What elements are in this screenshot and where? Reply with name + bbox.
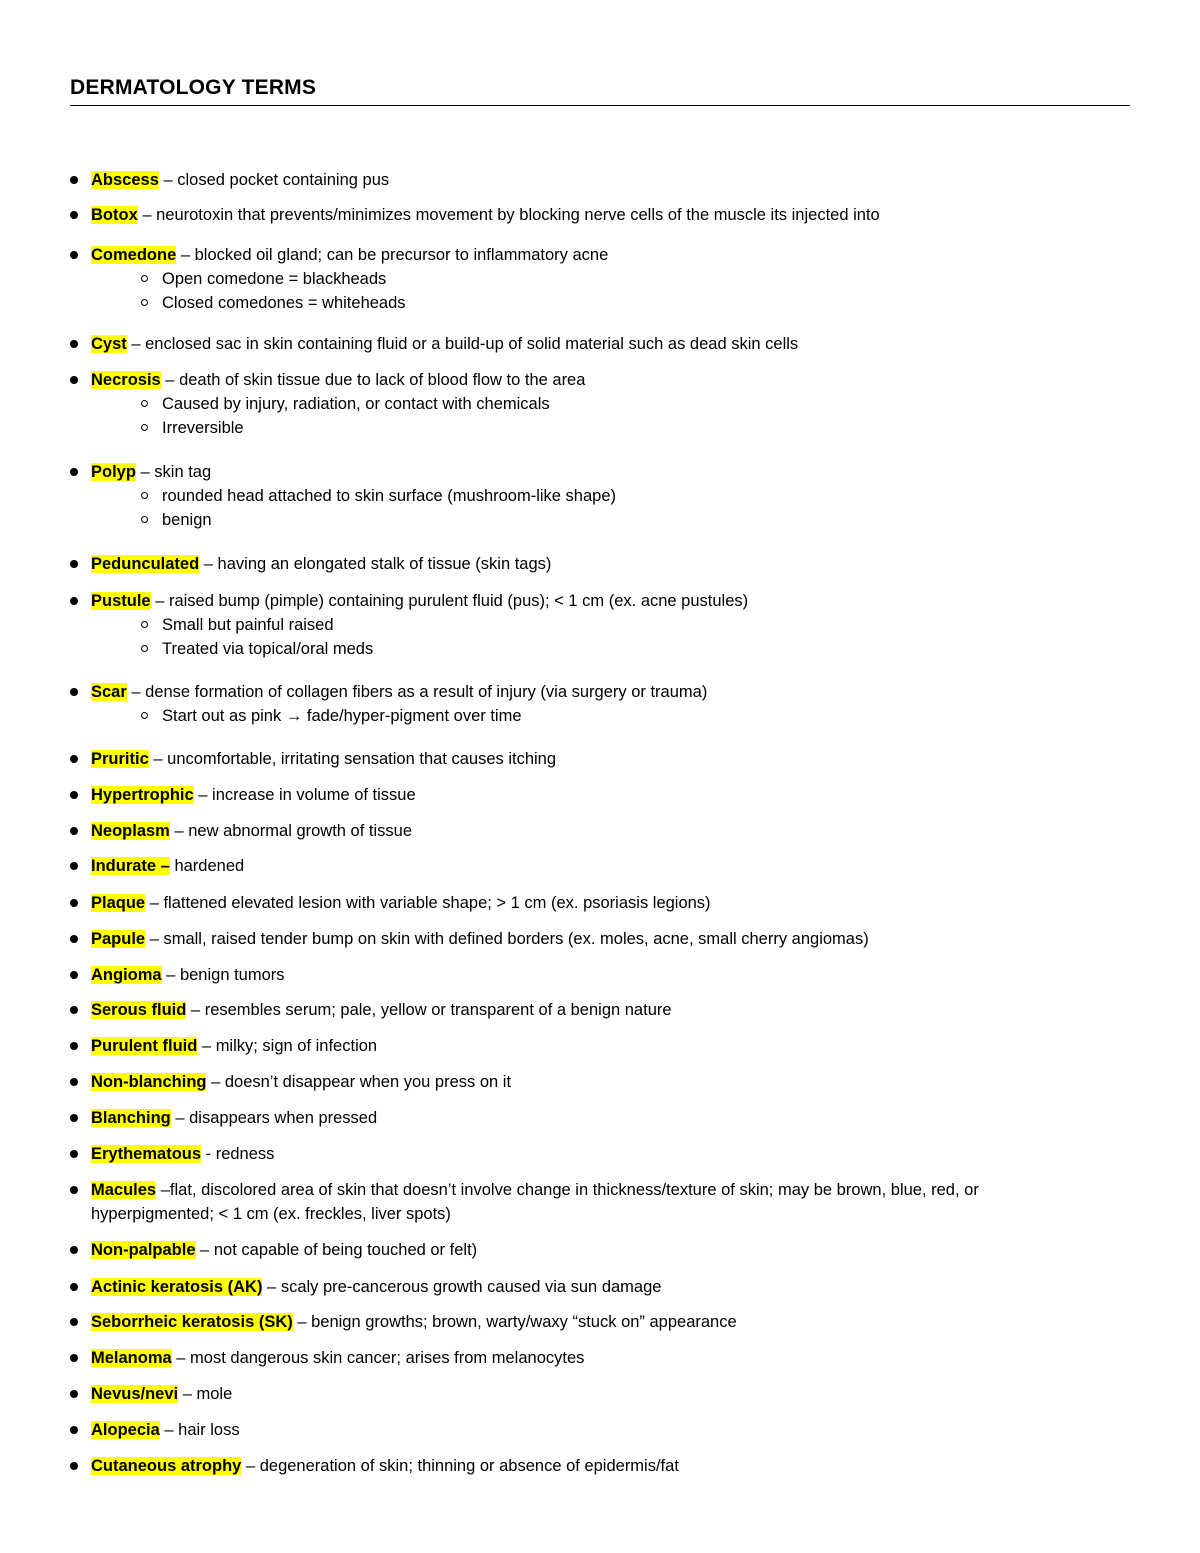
term-label: Pruritic bbox=[91, 750, 149, 768]
bullet-icon bbox=[70, 1246, 78, 1254]
bullet-icon bbox=[70, 1426, 78, 1434]
term-label: Purulent fluid bbox=[91, 1037, 198, 1055]
term-line bbox=[91, 1239, 477, 1261]
term-definition: mole bbox=[196, 1385, 233, 1403]
term-line bbox=[91, 1455, 679, 1477]
term-definition: neurotoxin that prevents/minimizes movement by blocking nerve cells of the muscle its injected into bbox=[156, 206, 880, 224]
term-label: Alopecia bbox=[91, 1421, 160, 1439]
bullet-icon bbox=[70, 211, 78, 219]
term-separator: – bbox=[145, 930, 164, 948]
term-label: Abscess bbox=[91, 171, 159, 189]
term-definition: flattened elevated lesion with variable shape; > 1 cm (ex. psoriasis legions) bbox=[163, 894, 711, 912]
sub-point: benign bbox=[162, 511, 212, 529]
bullet-icon bbox=[70, 791, 78, 799]
bullet-icon bbox=[70, 560, 78, 568]
sub-bullet-icon bbox=[141, 424, 148, 431]
term-line bbox=[91, 169, 389, 191]
sub-point: Caused by injury, radiation, or contact with chemicals bbox=[162, 395, 550, 413]
term-separator: – bbox=[170, 1109, 190, 1127]
term-definition: hardened bbox=[174, 857, 245, 875]
term-definition: skin tag bbox=[154, 463, 212, 481]
term-label: Serous fluid bbox=[91, 1001, 187, 1019]
term-definition: raised bump (pimple) containing purulent fluid (pus); < 1 cm (ex. acne pustules) bbox=[168, 592, 749, 610]
bullet-icon bbox=[70, 935, 78, 943]
term-separator: – bbox=[193, 786, 213, 804]
term-separator: – bbox=[145, 894, 164, 912]
sub-bullet-icon bbox=[141, 400, 148, 407]
term-line bbox=[91, 964, 285, 986]
term-line bbox=[91, 1071, 511, 1093]
bullet-icon bbox=[70, 468, 78, 476]
term-line bbox=[91, 461, 211, 483]
bullet-icon bbox=[70, 1006, 78, 1014]
term-label: Polyp bbox=[91, 463, 136, 481]
term-line bbox=[91, 1035, 377, 1057]
bullet-icon bbox=[70, 899, 78, 907]
term-definition: hair loss bbox=[178, 1421, 240, 1439]
sub-point: Treated via topical/oral meds bbox=[162, 640, 374, 658]
bullet-icon bbox=[70, 340, 78, 348]
term-line bbox=[91, 553, 551, 575]
term-line bbox=[91, 1179, 979, 1201]
term-definition: redness bbox=[215, 1145, 275, 1163]
term-label: Pustule bbox=[91, 592, 151, 610]
sub-bullet-icon bbox=[141, 516, 148, 523]
bullet-icon bbox=[70, 1186, 78, 1194]
term-definition: blocked oil gland; can be precursor to inflammatory acne bbox=[194, 246, 609, 264]
term-separator: – bbox=[195, 1241, 214, 1259]
term-separator: – bbox=[206, 1073, 225, 1091]
term-separator: – bbox=[148, 750, 168, 768]
term-label: Papule bbox=[91, 930, 146, 948]
term-definition: dense formation of collagen fibers as a result of injury (via surgery or trauma) bbox=[145, 683, 708, 701]
term-definition: flat, discolored area of skin that doesn’t involve change in thickness/texture of skin; may be brown, blue, red, or bbox=[169, 1181, 979, 1199]
term-label: Seborrheic keratosis (SK) bbox=[91, 1313, 293, 1331]
term-label: Comedone bbox=[91, 246, 177, 264]
bullet-icon bbox=[70, 1078, 78, 1086]
term-line bbox=[91, 784, 416, 806]
term-definition: doesn’t disappear when you press on it bbox=[224, 1073, 512, 1091]
sub-point: Open comedone = blackheads bbox=[162, 270, 387, 288]
term-label: Scar bbox=[91, 683, 127, 701]
term-label: Angioma bbox=[91, 966, 162, 984]
bullet-icon bbox=[70, 827, 78, 835]
term-label: Plaque bbox=[91, 894, 146, 912]
term-label: Pedunculated bbox=[91, 555, 200, 573]
bullet-icon bbox=[70, 176, 78, 184]
term-label: Cutaneous atrophy bbox=[91, 1457, 242, 1475]
sub-point: Small but painful raised bbox=[162, 616, 334, 634]
term-separator: – bbox=[199, 555, 218, 573]
bullet-icon bbox=[70, 1318, 78, 1326]
term-line bbox=[91, 1383, 232, 1405]
term-label: Erythematous bbox=[91, 1145, 202, 1163]
term-definition: uncomfortable, irritating sensation that causes itching bbox=[167, 750, 557, 768]
term-line bbox=[91, 1347, 584, 1369]
term-separator: – bbox=[176, 246, 195, 264]
term-separator: – bbox=[186, 1001, 205, 1019]
term-separator: – bbox=[197, 1037, 216, 1055]
term-definition: closed pocket containing pus bbox=[177, 171, 390, 189]
term-label: Non-palpable bbox=[91, 1241, 196, 1259]
term-definition: benign growths; brown, warty/waxy “stuck on” appearance bbox=[311, 1313, 737, 1331]
bullet-icon bbox=[70, 971, 78, 979]
term-definition: new abnormal growth of tissue bbox=[188, 822, 412, 840]
term-definition: degeneration of skin; thinning or absence of epidermis/fat bbox=[259, 1457, 679, 1475]
bullet-icon bbox=[70, 1114, 78, 1122]
term-separator: - bbox=[201, 1145, 216, 1163]
term-line bbox=[91, 999, 672, 1021]
term-label: Hypertrophic bbox=[91, 786, 194, 804]
term-separator: – bbox=[178, 1385, 197, 1403]
bullet-icon bbox=[70, 1150, 78, 1158]
bullet-icon bbox=[70, 597, 78, 605]
term-separator: – bbox=[126, 683, 146, 701]
term-separator: – bbox=[171, 1349, 191, 1367]
term-label: Botox bbox=[91, 206, 138, 224]
term-separator: – bbox=[161, 966, 180, 984]
term-line bbox=[91, 333, 798, 355]
term-line bbox=[91, 892, 711, 914]
term-line bbox=[91, 1311, 737, 1333]
term-line bbox=[91, 369, 585, 391]
term-separator: – bbox=[158, 171, 178, 189]
term-definition: milky; sign of infection bbox=[215, 1037, 378, 1055]
term-line bbox=[91, 748, 556, 770]
bullet-icon bbox=[70, 1390, 78, 1398]
term-label: Melanoma bbox=[91, 1349, 172, 1367]
term-line bbox=[91, 1143, 274, 1165]
bullet-icon bbox=[70, 755, 78, 763]
sub-point: Irreversible bbox=[162, 419, 244, 437]
term-separator: – bbox=[150, 592, 169, 610]
term-definition: resembles serum; pale, yellow or transparent of a benign nature bbox=[204, 1001, 672, 1019]
term-label: Nevus/nevi bbox=[91, 1385, 179, 1403]
term-separator: – bbox=[241, 1457, 260, 1475]
bullet-icon bbox=[70, 1354, 78, 1362]
sub-bullet-icon bbox=[141, 645, 148, 652]
term-definition: not capable of being touched or felt) bbox=[213, 1241, 478, 1259]
sub-bullet-icon bbox=[141, 299, 148, 306]
term-definition-continued: hyperpigmented; < 1 cm (ex. freckles, liver spots) bbox=[91, 1205, 451, 1223]
term-line bbox=[91, 1276, 661, 1298]
term-separator: – bbox=[137, 206, 157, 224]
term-definition: increase in volume of tissue bbox=[212, 786, 416, 804]
term-separator: – bbox=[126, 335, 146, 353]
term-line bbox=[91, 204, 880, 226]
term-separator: – bbox=[135, 463, 155, 481]
term-label: Cyst bbox=[91, 335, 127, 353]
sub-point: Closed comedones = whiteheads bbox=[162, 294, 406, 312]
term-line bbox=[91, 590, 748, 612]
bullet-icon bbox=[70, 1042, 78, 1050]
bullet-icon bbox=[70, 862, 78, 870]
term-line bbox=[91, 1107, 377, 1129]
sub-bullet-icon bbox=[141, 712, 148, 719]
term-definition: disappears when pressed bbox=[189, 1109, 378, 1127]
term-separator: – bbox=[159, 1421, 179, 1439]
bullet-icon bbox=[70, 1462, 78, 1470]
sub-bullet-icon bbox=[141, 492, 148, 499]
sub-point: rounded head attached to skin surface (mushroom-like shape) bbox=[162, 487, 616, 505]
term-label: Indurate – bbox=[91, 857, 170, 875]
term-separator: – bbox=[292, 1313, 312, 1331]
term-line bbox=[91, 1419, 240, 1441]
term-separator: – bbox=[262, 1278, 281, 1296]
sub-bullet-icon bbox=[141, 621, 148, 628]
term-line bbox=[91, 681, 707, 703]
term-separator: – bbox=[156, 1181, 170, 1199]
term-line bbox=[91, 928, 869, 950]
term-line bbox=[91, 820, 412, 842]
sub-bullet-icon bbox=[141, 275, 148, 282]
term-definition: enclosed sac in skin containing fluid or a build-up of solid material such as dead skin cells bbox=[145, 335, 799, 353]
sub-point: Start out as pink → fade/hyper-pigment over time bbox=[162, 707, 522, 725]
page-title: DERMATOLOGY TERMS bbox=[70, 76, 317, 99]
term-definition: benign tumors bbox=[179, 966, 285, 984]
term-label: Neoplasm bbox=[91, 822, 170, 840]
bullet-icon bbox=[70, 376, 78, 384]
term-label: Macules bbox=[91, 1181, 157, 1199]
term-label: Blanching bbox=[91, 1109, 171, 1127]
term-definition: scaly pre-cancerous growth caused via sun damage bbox=[280, 1278, 662, 1296]
term-definition: having an elongated stalk of tissue (skin tags) bbox=[217, 555, 552, 573]
term-definition: most dangerous skin cancer; arises from melanocytes bbox=[190, 1349, 585, 1367]
term-separator: – bbox=[169, 822, 189, 840]
term-label: Actinic keratosis (AK) bbox=[91, 1278, 263, 1296]
term-definition: death of skin tissue due to lack of blood flow to the area bbox=[179, 371, 586, 389]
bullet-icon bbox=[70, 251, 78, 259]
term-definition: small, raised tender bump on skin with defined borders (ex. moles, acne, small cherry angiomas) bbox=[163, 930, 869, 948]
term-line bbox=[91, 855, 244, 877]
term-label: Necrosis bbox=[91, 371, 161, 389]
term-separator: – bbox=[160, 371, 180, 389]
bullet-icon bbox=[70, 688, 78, 696]
term-label: Non-blanching bbox=[91, 1073, 207, 1091]
term-line bbox=[91, 244, 608, 266]
bullet-icon bbox=[70, 1283, 78, 1291]
